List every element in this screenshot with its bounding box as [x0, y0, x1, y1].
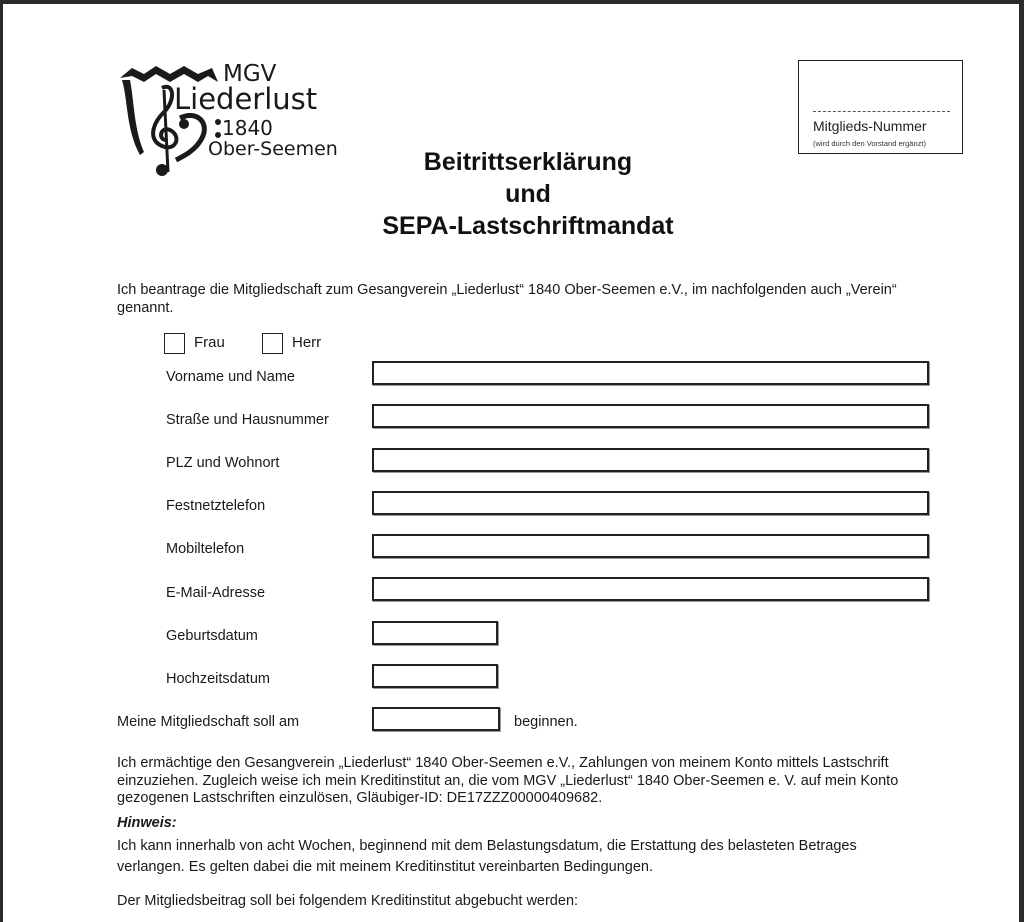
field-label-birthdate: Geburtsdatum [166, 628, 258, 644]
landline-field[interactable] [372, 491, 929, 515]
member-number-label: Mitglieds-Nummer [813, 118, 927, 134]
field-label-mobile: Mobiltelefon [166, 541, 245, 557]
checkbox-frau-label: Frau [194, 334, 225, 351]
checkbox-herr[interactable] [262, 333, 283, 354]
document-page [3, 4, 1019, 922]
title-line-3: SEPA-Lastschriftmandat [382, 212, 674, 240]
logo-place: Ober-Seemen [208, 138, 338, 160]
logo-mgv: MGV [223, 61, 277, 87]
logo-year: 1840 [222, 116, 273, 140]
name-field[interactable] [372, 361, 929, 385]
email-field[interactable] [372, 577, 929, 601]
field-label-zip-city: PLZ und Wohnort [166, 455, 280, 471]
field-label-wedding-date: Hochzeitsdatum [166, 671, 270, 687]
page-title [303, 146, 753, 242]
start-date-label: Meine Mitgliedschaft soll am [117, 714, 300, 730]
logo-name: Liederlust [174, 82, 318, 116]
title-line-1: Beitrittserklärung [423, 148, 633, 176]
field-label-street: Straße und Hausnummer [166, 412, 329, 428]
sepa-mandate-text: Ich ermächtige den Gesangverein „Liederlust“ 1840 Ober-Seemen e.V., Zahlungen von meinem Konto mittels Lastschrift einzuziehen. Zugleich weise ich mein Kreditinstitut an, die vom MGV „Liederlust“ 1840 Ober-Seemen e. V. auf mein Konto gezogenen Lastschriften einzulösen, Gläubiger-ID: DE17ZZZ00000409682. [117, 755, 899, 806]
member-number-box[interactable] [798, 60, 963, 154]
treble-bass-clef-lyre-icon [118, 60, 228, 185]
field-label-email: E-Mail-Adresse [166, 585, 266, 601]
zip-city-field[interactable] [372, 448, 929, 472]
hint-text: Ich kann innerhalb von acht Wochen, beginnend mit dem Belastungsdatum, die Erstattung des belasteten Betrages verlangen. Es gelten dabei die mit meinem Kreditinstitut vereinbarten Bedingungen. [117, 838, 857, 875]
intro-text: Ich beantrage die Mitgliedschaft zum Gesangverein „Liederlust“ 1840 Ober-Seemen e.V., im nachfolgenden auch „Verein“ genannt. [117, 282, 897, 316]
hint-heading: Hinweis: [117, 815, 177, 831]
checkbox-frau[interactable] [164, 333, 185, 354]
member-number-note: (wird durch den Vorstand ergänzt) [813, 139, 926, 148]
bank-intro-text: Der Mitgliedsbeitrag soll bei folgendem Kreditinstitut abgebucht werden: [117, 893, 579, 909]
field-label-landline: Festnetztelefon [166, 498, 266, 514]
street-field[interactable] [372, 404, 929, 428]
birthdate-field[interactable] [372, 621, 498, 645]
title-line-2: und [505, 180, 551, 208]
mobile-field[interactable] [372, 534, 929, 558]
start-date-suffix: beginnen. [514, 714, 578, 730]
start-date-field[interactable] [372, 707, 500, 731]
member-number-line [813, 111, 950, 112]
wedding-date-field[interactable] [372, 664, 498, 688]
checkbox-herr-label: Herr [292, 334, 322, 351]
field-label-name: Vorname und Name [166, 369, 295, 385]
